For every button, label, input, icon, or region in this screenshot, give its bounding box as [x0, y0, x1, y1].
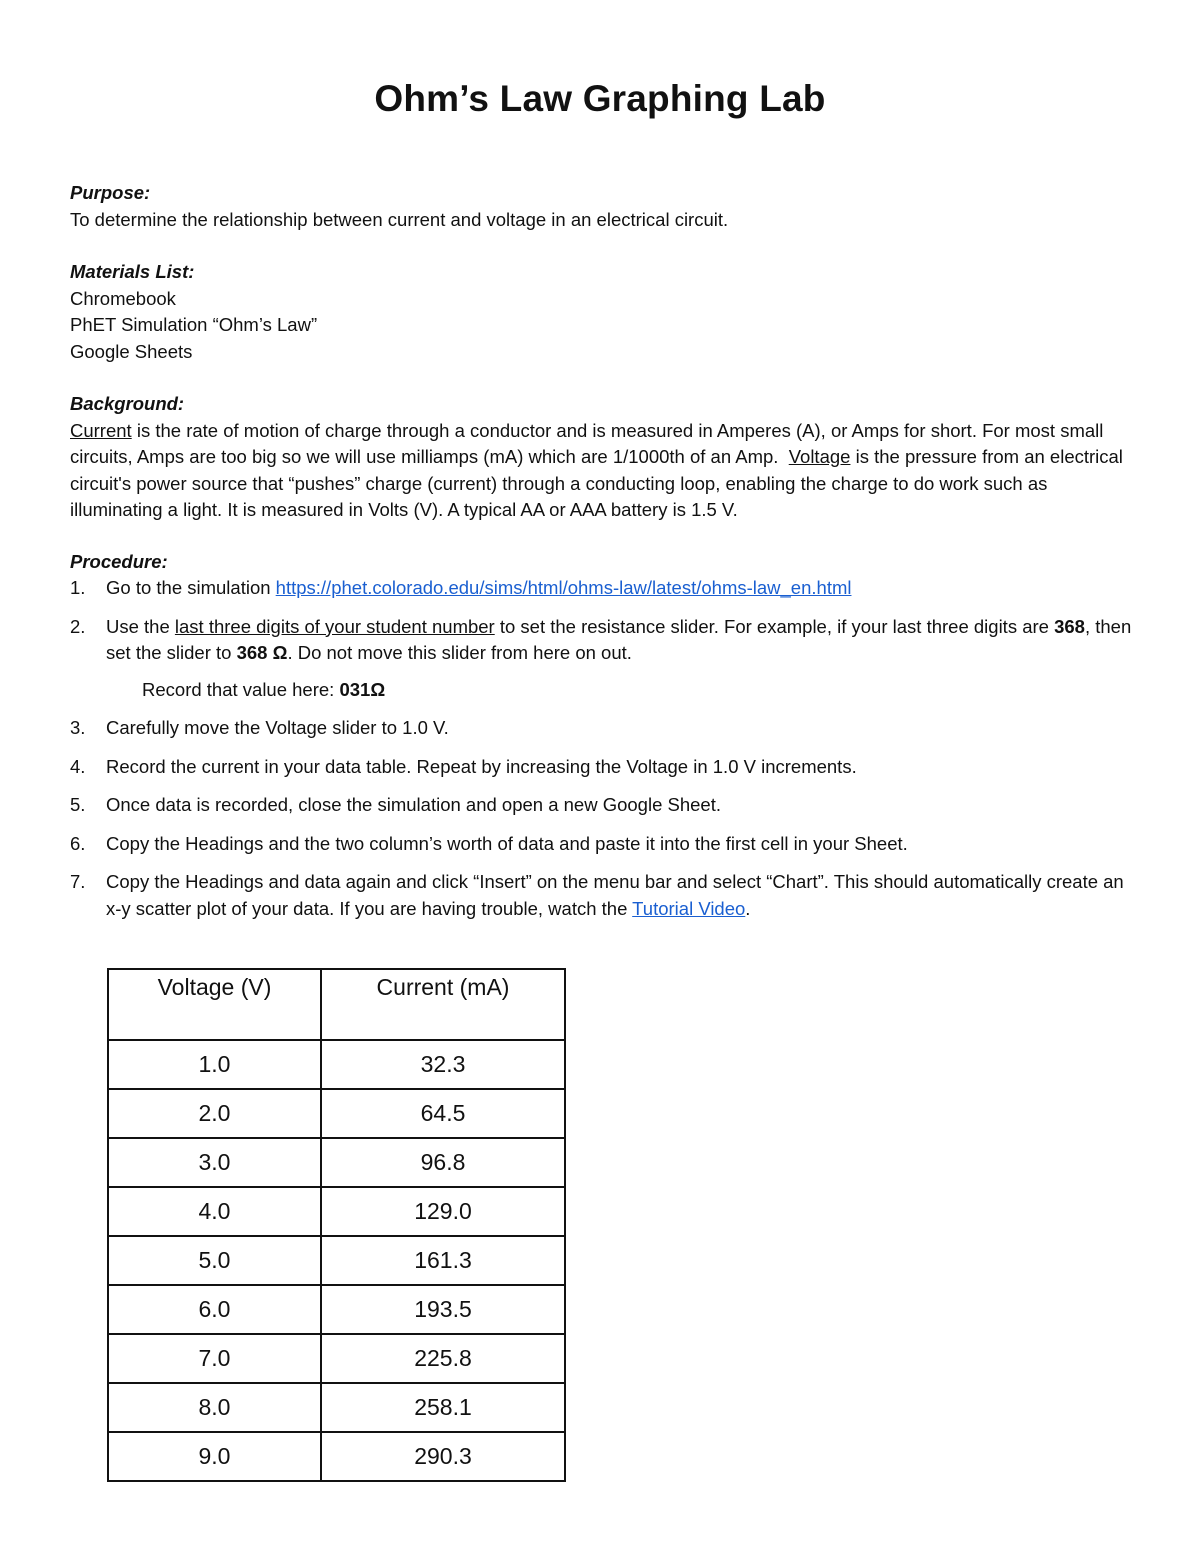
- table-row: [108, 1236, 565, 1285]
- background-text-2: is the pressure from an electrical circuit's power source that “pushes” charge (current) through a conducting loop, enabling the charge to do work such as illuminating a light. It is measured in Volts (V). A typical AA or AAA battery is 1.5 V.: [70, 446, 1123, 520]
- background-text-1: is the rate of motion of charge through a conductor and is measured in Amperes (A), or Amps for short. For most small circuits, Amps are too big so we will use milliamps (mA) which are 1/1000th of an Amp.: [70, 419, 1109, 467]
- current-cell: 129.0: [321, 1187, 565, 1236]
- procedure-step-6: 6. Copy the Headings and the two column’s worth of data and paste it into the first cell in your Sheet.: [70, 832, 908, 854]
- current-cell: 32.3: [321, 1040, 565, 1089]
- current-cell: 225.8: [321, 1334, 565, 1383]
- current-cell: 96.8: [321, 1138, 565, 1187]
- materials-item: Google Sheets: [70, 340, 193, 362]
- voltage-cell: 9.0: [108, 1432, 321, 1481]
- current-cell: 161.3: [321, 1236, 565, 1285]
- procedure-step-7: 7. Copy the Headings and data again and click “Insert” on the menu bar and select “Chart”. This should automatically create an x-y scatter plot of your data. If you are having trouble, watch the Tutorial Video.: [70, 871, 1129, 919]
- table-row: [108, 1187, 565, 1236]
- procedure-heading: Procedure:: [70, 551, 168, 572]
- voltage-cell: 4.0: [108, 1187, 321, 1236]
- table-row: [108, 1334, 565, 1383]
- recorded-resistance: 031Ω: [339, 678, 386, 700]
- voltage-cell: 5.0: [108, 1236, 321, 1285]
- example-digits: 368: [1054, 615, 1085, 637]
- background-paragraph: [70, 418, 1132, 524]
- background-heading: Background:: [70, 393, 185, 414]
- voltage-cell: 8.0: [108, 1383, 321, 1432]
- voltage-cell: 3.0: [108, 1138, 321, 1187]
- tutorial-video-link[interactable]: Tutorial Video: [632, 897, 746, 919]
- current-term: Current: [70, 419, 132, 441]
- page-title: Ohm’s Law Graphing Lab: [374, 78, 826, 119]
- table-row: [108, 1089, 565, 1138]
- voltage-cell: 6.0: [108, 1285, 321, 1334]
- procedure-step-2: 2. Use the last three digits of your student number to set the resistance slider. For example, if your last three digits are 368, then set the slider to 368 Ω. Do not move this slider from here on out.: [70, 615, 1137, 663]
- current-cell: 290.3: [321, 1432, 565, 1481]
- procedure-step-4: 4. Record the current in your data table. Repeat by increasing the Voltage in 1.0 V increments.: [70, 755, 857, 777]
- purpose-heading: Purpose:: [70, 182, 151, 203]
- purpose-text: To determine the relationship between current and voltage in an electrical circuit.: [70, 208, 729, 230]
- current-cell: 64.5: [321, 1089, 565, 1138]
- procedure-step-3: 3. Carefully move the Voltage slider to 1.0 V.: [70, 717, 449, 738]
- voltage-header: Voltage (V): [108, 969, 321, 1040]
- materials-heading: Materials List:: [70, 261, 195, 282]
- student-number-instruction: last three digits of your student number: [174, 615, 495, 637]
- procedure-step-5: 5. Once data is recorded, close the simulation and open a new Google Sheet.: [70, 794, 721, 815]
- current-cell: 193.5: [321, 1285, 565, 1334]
- procedure-steps: [70, 575, 1140, 922]
- voltage-cell: 1.0: [108, 1040, 321, 1089]
- purpose-section: [70, 180, 1140, 233]
- table-header-row: [108, 969, 565, 1040]
- current-header: Current (mA): [321, 969, 565, 1040]
- simulation-link[interactable]: https://phet.colorado.edu/sims/html/ohms-law/latest/ohms-law_en.html: [275, 577, 852, 598]
- voltage-term: Voltage: [788, 446, 851, 467]
- record-value-line: Record that value here: 031Ω: [142, 678, 386, 700]
- data-table: [107, 968, 566, 1482]
- procedure-step-1: 1. Go to the simulation https://phet.colorado.edu/sims/html/ohms-law/latest/ohms-law_en.html: [70, 577, 852, 598]
- table-row: [108, 1138, 565, 1187]
- table-row: [108, 1040, 565, 1089]
- voltage-cell: 2.0: [108, 1089, 321, 1138]
- current-cell: 258.1: [321, 1383, 565, 1432]
- table-row: [108, 1285, 565, 1334]
- table-row: [108, 1432, 565, 1481]
- voltage-cell: 7.0: [108, 1334, 321, 1383]
- procedure-section: [70, 549, 1140, 576]
- background-section: [70, 391, 1140, 524]
- materials-item: PhET Simulation “Ohm’s Law”: [70, 314, 318, 335]
- example-resistance: 368 Ω: [236, 642, 288, 663]
- materials-section: [70, 259, 1140, 365]
- table-row: [108, 1383, 565, 1432]
- materials-item: Chromebook: [70, 287, 176, 309]
